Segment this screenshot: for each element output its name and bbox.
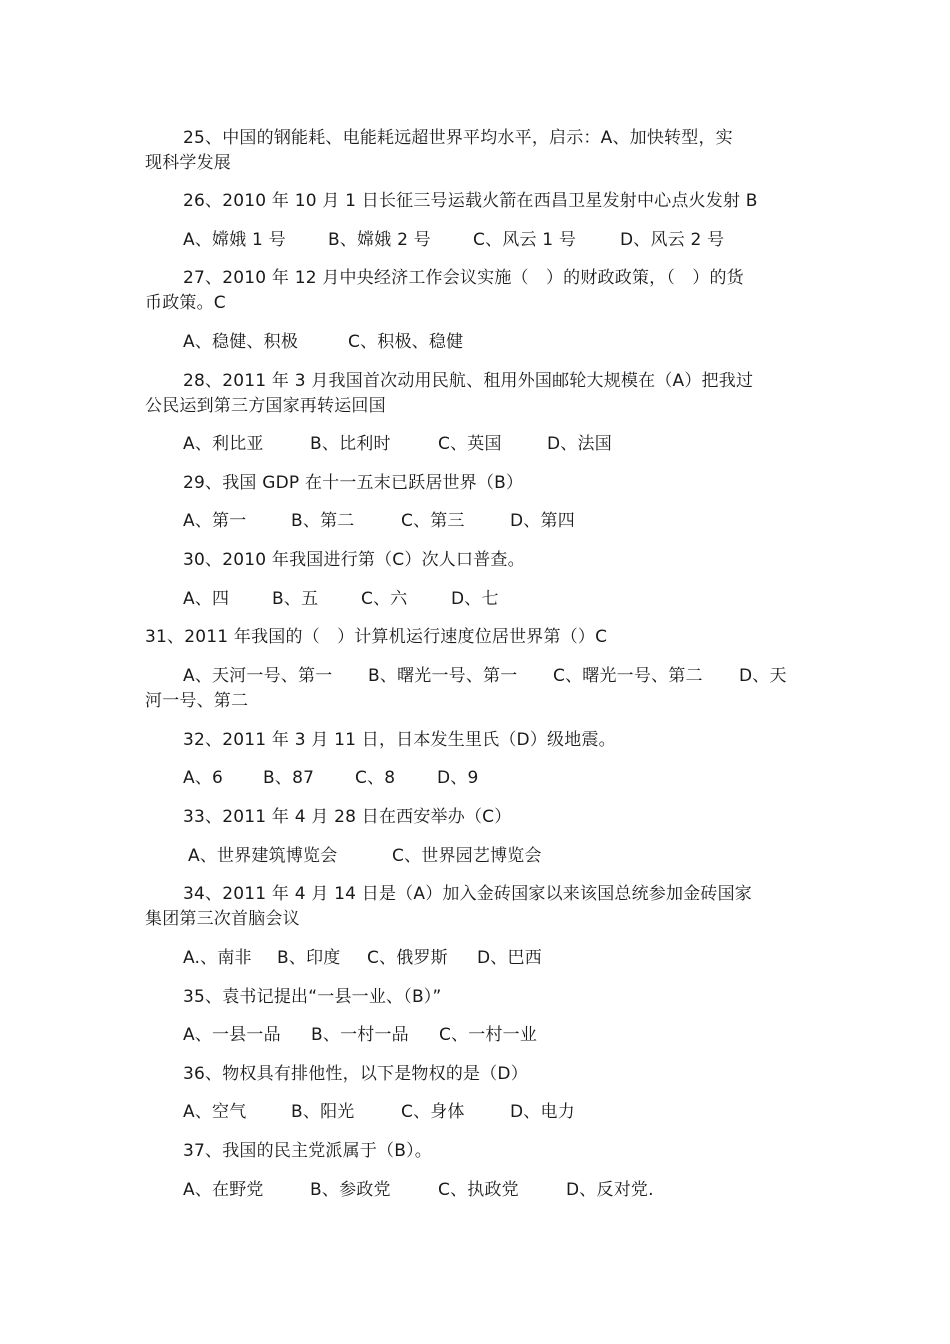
question-34-line-2: 集团第三次首脑会议 (145, 909, 300, 929)
question-35: 35、袁书记提出“一县一业、（B）” (183, 987, 442, 1007)
options-34 (183, 946, 542, 970)
question-26: 26、2010 年 10 月 1 日长征三号运载火箭在西昌卫星发射中心点火发射 B (183, 191, 758, 211)
question-33: 33、2011 年 4 月 28 日在西安举办（C） (183, 807, 512, 827)
option-c: C、8 (355, 768, 396, 788)
question-25-line-1: 25、中国的钢能耗、电能耗远超世界平均水平，启示：A、加快转型，实 (183, 128, 733, 148)
option-b: B、参政党 (310, 1180, 391, 1200)
option-c: C、俄罗斯 (367, 948, 448, 968)
option-a: A、利比亚 (183, 434, 264, 454)
option-b: B、一村一品 (311, 1025, 409, 1045)
options-31 (183, 664, 787, 688)
option-b: B、87 (263, 768, 315, 788)
question-31: 31、2011 年我国的（ ）计算机运行速度位居世界第（）C (145, 627, 608, 647)
question-34-line-1: 34、2011 年 4 月 14 日是（A）加入金砖国家以来该国总统参加金砖国家 (183, 884, 752, 904)
option-c: C、六 (361, 589, 408, 609)
option-a: A、第一 (183, 511, 247, 531)
option-a: A、6 (183, 768, 224, 788)
option-b: B、印度 (277, 948, 341, 968)
option-a: A、嫦娥 1 号 (183, 230, 286, 250)
options-27 (183, 330, 463, 354)
option-d: D、天 (739, 666, 787, 686)
option-a: A.、南非 (183, 948, 252, 968)
question-28-line-2: 公民运到第三方国家再转运回国 (145, 396, 386, 416)
option-d: D、七 (451, 589, 499, 609)
option-c: C、一村一业 (439, 1025, 538, 1045)
option-d: D、第四 (510, 511, 575, 531)
options-35 (183, 1023, 537, 1047)
option-d: D、反对党. (566, 1180, 654, 1200)
option-c: C、第三 (401, 511, 465, 531)
question-28-line-1: 28、2011 年 3 月我国首次动用民航、租用外国邮轮大规模在（A）把我过 (183, 371, 754, 391)
option-c: C、风云 1 号 (473, 230, 577, 250)
option-a: A、空气 (183, 1102, 247, 1122)
option-c: C、执政党 (438, 1180, 519, 1200)
options-37 (183, 1178, 654, 1202)
option-b: B、第二 (291, 511, 355, 531)
option-a: A、世界建筑博览会 (188, 846, 338, 866)
option-c: C、世界园艺博览会 (392, 846, 542, 866)
option-c: C、英国 (438, 434, 502, 454)
option-c: C、积极、稳健 (348, 332, 464, 352)
question-32: 32、2011 年 3 月 11 日，日本发生里氏（D）级地震。 (183, 730, 616, 750)
option-a: A、在野党 (183, 1180, 264, 1200)
options-31-continued: 河一号、第二 (145, 691, 249, 711)
options-29 (183, 509, 575, 533)
option-a: A、一县一品 (183, 1025, 281, 1045)
option-d: D、9 (437, 768, 479, 788)
question-30: 30、2010 年我国进行第（C）次人口普查。 (183, 550, 525, 570)
option-b: B、曙光一号、第一 (368, 666, 518, 686)
option-d: D、电力 (510, 1102, 575, 1122)
options-30 (183, 587, 499, 611)
options-26 (183, 228, 724, 252)
option-c: C、曙光一号、第二 (553, 666, 703, 686)
options-32 (183, 766, 479, 790)
option-b: B、嫦娥 2 号 (328, 230, 431, 250)
option-d: D、风云 2 号 (620, 230, 725, 250)
options-33 (188, 844, 542, 868)
question-27-line-1: 27、2010 年 12 月中央经济工作会议实施（ ）的财政政策，（ ）的货 (183, 268, 744, 288)
option-b: B、比利时 (310, 434, 391, 454)
question-29: 29、我国 GDP 在十一五末已跃居世界（B） (183, 473, 524, 493)
options-28 (183, 432, 612, 456)
option-c: C、身体 (401, 1102, 465, 1122)
option-d: D、巴西 (477, 948, 542, 968)
options-36 (183, 1100, 575, 1124)
option-d: D、法国 (547, 434, 612, 454)
option-b: B、五 (272, 589, 319, 609)
question-36: 36、物权具有排他性，以下是物权的是（D） (183, 1064, 528, 1084)
option-a: A、天河一号、第一 (183, 666, 333, 686)
option-b: B、阳光 (291, 1102, 355, 1122)
question-25-line-2: 现科学发展 (145, 153, 231, 173)
option-a: A、四 (183, 589, 230, 609)
question-27-line-2: 币政策。C (145, 293, 226, 313)
option-a: A、稳健、积极 (183, 332, 299, 352)
question-37: 37、我国的民主党派属于（B）。 (183, 1141, 432, 1161)
